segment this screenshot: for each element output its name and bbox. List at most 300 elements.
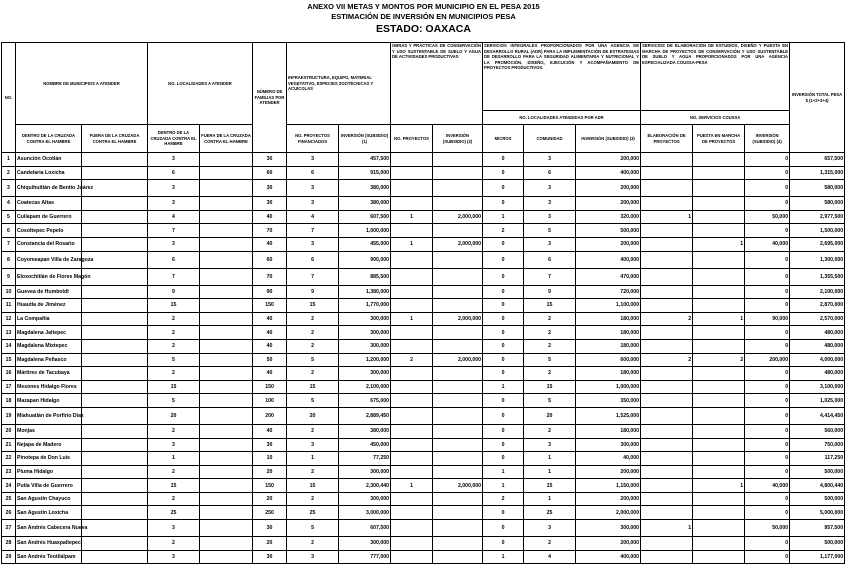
header-loc-fuera: FUERA DE LA CRUZADA CONTRA EL HAMBRE [200, 125, 253, 153]
cell-name: Asunción Ocotlán [16, 153, 82, 167]
cell-fam: 40 [253, 326, 287, 340]
cell-pm: 1 [693, 479, 745, 493]
cell-tot: 117,250 [790, 452, 845, 466]
cell-no: 17 [2, 380, 16, 394]
cell-name: San Andrés Teotilálpam [16, 550, 82, 564]
cell-i2 [433, 424, 483, 438]
cell-mic: 0 [483, 285, 524, 299]
cell-mic: 0 [483, 299, 524, 313]
cell-p2 [391, 438, 433, 452]
cell-name: Magdalena Mixtepec [16, 339, 82, 353]
cell-i3: 40,000 [576, 452, 641, 466]
cell-ep [641, 380, 693, 394]
cell-mic: 0 [483, 180, 524, 197]
header-micros: MICROS [483, 125, 524, 153]
cell-name: Mazapan Hidalgo [16, 394, 82, 408]
cell-fuera [200, 424, 253, 438]
cell-no: 23 [2, 465, 16, 479]
cell-ep [641, 268, 693, 285]
cell-p2 [391, 465, 433, 479]
cell-fuera [82, 452, 148, 466]
cell-com: 2 [524, 339, 576, 353]
cell-dentro: 2 [148, 424, 200, 438]
cell-fuera [200, 394, 253, 408]
cell-tot: 500,000 [790, 492, 845, 506]
cell-i3: 1,100,000 [576, 299, 641, 313]
cell-tot: 4,000,000 [790, 353, 845, 367]
cell-p1: 2 [287, 465, 339, 479]
cell-i3: 200,000 [576, 537, 641, 551]
cell-mic: 1 [483, 465, 524, 479]
cell-ep [641, 339, 693, 353]
cell-i4: 0 [745, 407, 790, 424]
cell-fuera [82, 299, 148, 313]
cell-ep [641, 479, 693, 493]
cell-p1: 15 [287, 380, 339, 394]
cell-i3: 180,000 [576, 339, 641, 353]
cell-fuera [200, 268, 253, 285]
table-row [2, 367, 845, 381]
cell-p1: 7 [287, 268, 339, 285]
cell-com: 15 [524, 299, 576, 313]
cell-dentro: 3 [148, 197, 200, 211]
cell-p1: 5 [287, 520, 339, 537]
cell-p2 [391, 520, 433, 537]
cell-dentro: 2 [148, 492, 200, 506]
cell-i1: 607,500 [339, 210, 391, 224]
cell-ep [641, 438, 693, 452]
cell-no: 12 [2, 312, 16, 326]
cell-tot: 1,500,000 [790, 224, 845, 238]
cell-p1: 9 [287, 285, 339, 299]
cell-fuera [82, 210, 148, 224]
header-familias: NÚMERO DE FAMILIAS POR ATENDER [253, 43, 287, 153]
cell-no: 4 [2, 197, 16, 211]
cell-i4: 0 [745, 550, 790, 564]
cell-p1: 2 [287, 537, 339, 551]
header-inversion-1: INVERSIÓN (SUBSIDIO) (1) [339, 125, 391, 153]
cell-i1: 1,000,000 [339, 224, 391, 238]
table-row [2, 197, 845, 211]
cell-dentro: 2 [148, 339, 200, 353]
cell-i2 [433, 537, 483, 551]
table-row [2, 537, 845, 551]
cell-i4: 0 [745, 339, 790, 353]
cell-i4: 0 [745, 251, 790, 268]
cell-fam: 30 [253, 197, 287, 211]
cell-pm [693, 506, 745, 520]
cell-com: 2 [524, 326, 576, 340]
cell-com: 2 [524, 312, 576, 326]
cell-pm [693, 520, 745, 537]
cell-i1: 300,000 [339, 326, 391, 340]
cell-fuera [82, 268, 148, 285]
cell-dentro: 1 [148, 452, 200, 466]
table-row [2, 299, 845, 313]
cell-p2 [391, 407, 433, 424]
cell-mic: 1 [483, 550, 524, 564]
cell-fuera [82, 166, 148, 180]
cell-ep: 2 [641, 353, 693, 367]
cell-i2: 2,000,000 [433, 210, 483, 224]
cell-i3: 500,000 [576, 224, 641, 238]
cell-i4: 0 [745, 197, 790, 211]
cell-pm [693, 197, 745, 211]
cell-i1: 450,000 [339, 438, 391, 452]
cell-fuera [82, 465, 148, 479]
cell-no: 1 [2, 153, 16, 167]
cell-dentro: 3 [148, 438, 200, 452]
cell-fam: 150 [253, 479, 287, 493]
cell-fuera [82, 285, 148, 299]
cell-i2 [433, 452, 483, 466]
cell-fuera [200, 407, 253, 424]
cell-ep [641, 224, 693, 238]
cell-i4: 0 [745, 424, 790, 438]
cell-dentro: 5 [148, 394, 200, 408]
header-comunidad: COMUNIDAD [524, 125, 576, 153]
cell-p2 [391, 268, 433, 285]
cell-i2 [433, 492, 483, 506]
table-row [2, 210, 845, 224]
cell-i4: 40,000 [745, 237, 790, 251]
cell-i2: 2,000,000 [433, 353, 483, 367]
cell-pm [693, 326, 745, 340]
cell-p2 [391, 285, 433, 299]
cell-pm [693, 224, 745, 238]
cell-i2 [433, 180, 483, 197]
cell-dentro: 7 [148, 224, 200, 238]
cell-dentro: 4 [148, 210, 200, 224]
cell-i3: 200,000 [576, 180, 641, 197]
header-no-proyectos: NO. PROYECTOS [391, 125, 433, 153]
cell-pm: 2 [693, 353, 745, 367]
cell-pm [693, 210, 745, 224]
cell-i2 [433, 166, 483, 180]
cell-no: 11 [2, 299, 16, 313]
cell-fam: 40 [253, 367, 287, 381]
table-row [2, 424, 845, 438]
cell-fuera [82, 550, 148, 564]
cell-com: 1 [524, 452, 576, 466]
cell-com: 3 [524, 153, 576, 167]
cell-p2 [391, 197, 433, 211]
cell-com: 15 [524, 479, 576, 493]
cell-i4: 50,000 [745, 210, 790, 224]
cell-tot: 1,300,000 [790, 251, 845, 268]
table-row [2, 180, 845, 197]
cell-i2 [433, 299, 483, 313]
cell-name: San Andrés Huaxpaltepec [16, 537, 82, 551]
cell-p2 [391, 537, 433, 551]
cell-pm [693, 452, 745, 466]
cell-com: 9 [524, 285, 576, 299]
cell-p2 [391, 506, 433, 520]
cell-p2 [391, 424, 433, 438]
cell-dentro: 2 [148, 326, 200, 340]
cell-tot: 1,315,000 [790, 166, 845, 180]
cell-pm [693, 407, 745, 424]
cell-ep: 1 [641, 210, 693, 224]
cell-i2 [433, 506, 483, 520]
cell-i3: 320,000 [576, 210, 641, 224]
cell-fuera [200, 197, 253, 211]
cell-no: 16 [2, 367, 16, 381]
cell-i2: 2,000,000 [433, 479, 483, 493]
cell-i1: 2,100,000 [339, 380, 391, 394]
cell-fuera [82, 312, 148, 326]
cell-i3: 1,150,000 [576, 479, 641, 493]
cell-tot: 3,100,000 [790, 380, 845, 394]
cell-ep [641, 394, 693, 408]
cell-i2 [433, 153, 483, 167]
cell-no: 26 [2, 506, 16, 520]
cell-p1: 6 [287, 251, 339, 268]
cell-name: La Compañía [16, 312, 82, 326]
cell-no: 13 [2, 326, 16, 340]
cell-p1: 15 [287, 479, 339, 493]
cell-fuera [82, 380, 148, 394]
table-row [2, 465, 845, 479]
cell-p2: 1 [391, 237, 433, 251]
table-row [2, 479, 845, 493]
cell-i2 [433, 285, 483, 299]
cell-i3: 180,000 [576, 367, 641, 381]
cell-p2 [391, 326, 433, 340]
cell-mic: 2 [483, 224, 524, 238]
cell-fam: 60 [253, 166, 287, 180]
cell-p2: 2 [391, 353, 433, 367]
cell-dentro: 7 [148, 268, 200, 285]
cell-dentro: 3 [148, 180, 200, 197]
cell-fam: 250 [253, 506, 287, 520]
cell-fam: 100 [253, 394, 287, 408]
header-localidades: NO. LOCALIDADES A ATENDER [148, 43, 253, 125]
cell-fuera [200, 479, 253, 493]
header-proyectos-financiados: NO. PROYECTOS FINANCIADOS [287, 125, 339, 153]
cell-fuera [82, 520, 148, 537]
cell-ep [641, 299, 693, 313]
cell-no: 24 [2, 479, 16, 493]
cell-no: 27 [2, 520, 16, 537]
cell-fuera [82, 153, 148, 167]
cell-p2 [391, 394, 433, 408]
table-row [2, 251, 845, 268]
cell-no: 6 [2, 224, 16, 238]
cell-p2 [391, 380, 433, 394]
cell-i3: 200,000 [576, 197, 641, 211]
report-subtitle: ESTIMACIÓN DE INVERSIÓN EN MUNICIPIOS PESA [331, 12, 516, 21]
cell-pm [693, 465, 745, 479]
cell-pm [693, 153, 745, 167]
header-elaboracion-proyectos: ELABORACIÓN DE PROYECTOS [641, 125, 693, 153]
header-puesta-marcha: PUESTA EN MARCHA DE PROYECTOS [693, 125, 745, 153]
cell-p2: 1 [391, 210, 433, 224]
cell-pm [693, 394, 745, 408]
table-row [2, 353, 845, 367]
cell-mic: 0 [483, 237, 524, 251]
cell-fuera [200, 465, 253, 479]
cell-mic: 0 [483, 520, 524, 537]
cell-p1: 4 [287, 210, 339, 224]
cell-mic: 0 [483, 326, 524, 340]
cell-dentro: 6 [148, 251, 200, 268]
cell-i3: 2,000,000 [576, 506, 641, 520]
table-row [2, 407, 845, 424]
cell-p2: 1 [391, 312, 433, 326]
cell-fam: 20 [253, 492, 287, 506]
cell-ep [641, 237, 693, 251]
cell-pm [693, 299, 745, 313]
cell-p2 [391, 339, 433, 353]
cell-mic: 0 [483, 251, 524, 268]
cell-p1: 2 [287, 424, 339, 438]
cell-tot: 957,500 [790, 520, 845, 537]
cell-i1: 675,000 [339, 394, 391, 408]
cell-fuera [200, 180, 253, 197]
cell-p1: 2 [287, 367, 339, 381]
cell-fuera [82, 407, 148, 424]
cell-com: 2 [524, 537, 576, 551]
cell-p1: 5 [287, 394, 339, 408]
cell-tot: 4,414,450 [790, 407, 845, 424]
cell-tot: 2,100,000 [790, 285, 845, 299]
cell-i2 [433, 380, 483, 394]
cell-no: 20 [2, 424, 16, 438]
cell-no: 8 [2, 251, 16, 268]
cell-i1: 1,770,000 [339, 299, 391, 313]
cell-com: 3 [524, 237, 576, 251]
cell-name: Pinotepa de Don Luis [16, 452, 82, 466]
cell-p1: 20 [287, 407, 339, 424]
cell-mic: 1 [483, 479, 524, 493]
cell-mic: 0 [483, 424, 524, 438]
cell-i3: 400,000 [576, 251, 641, 268]
cell-com: 3 [524, 438, 576, 452]
cell-dentro: 2 [148, 465, 200, 479]
cell-p1: 3 [287, 180, 339, 197]
header-obras: OBRAS Y PRÁCTICAS DE CONSERVACIÓN Y USO SUSTENTABLE DE SUELO Y AGUA DE ACTIVIDADES PRODUCTIVAS [391, 43, 483, 125]
cell-i2: 2,000,000 [433, 312, 483, 326]
cell-mic: 0 [483, 166, 524, 180]
cell-tot: 580,000 [790, 197, 845, 211]
cell-pm [693, 537, 745, 551]
cell-i1: 607,500 [339, 520, 391, 537]
cell-no: 7 [2, 237, 16, 251]
cell-tot: 750,000 [790, 438, 845, 452]
cell-i4: 0 [745, 537, 790, 551]
cell-fam: 10 [253, 452, 287, 466]
cell-mic: 0 [483, 438, 524, 452]
cell-pm [693, 492, 745, 506]
cell-tot: 1,177,000 [790, 550, 845, 564]
cell-i2 [433, 520, 483, 537]
cell-pm: 1 [693, 312, 745, 326]
cell-dentro: 20 [148, 407, 200, 424]
cell-no: 10 [2, 285, 16, 299]
cell-fam: 40 [253, 237, 287, 251]
cell-no: 15 [2, 353, 16, 367]
cell-mic: 0 [483, 367, 524, 381]
cell-i3: 200,000 [576, 237, 641, 251]
cell-mic: 0 [483, 312, 524, 326]
header-loc-dentro: DENTRO DE LA CRUZADA CONTRA EL HAMBRE [148, 125, 200, 153]
cell-i4: 0 [745, 268, 790, 285]
cell-i3: 1,525,000 [576, 407, 641, 424]
cell-pm [693, 268, 745, 285]
cell-i2 [433, 394, 483, 408]
cell-pm [693, 367, 745, 381]
cell-i1: 885,500 [339, 268, 391, 285]
cell-ep [641, 492, 693, 506]
table-row [2, 506, 845, 520]
cell-com: 7 [524, 268, 576, 285]
cell-fuera [82, 367, 148, 381]
cell-com: 3 [524, 197, 576, 211]
header-servicios: SERVICIOS INTEGRALES PROPORCIONADOS POR UNA AGENCIA DE DESARROLLO RURAL (ADR) PARA LA IMPLEMENTACIÓN DE ESTRATEGIAS DE DESARROLLO PARA LA SEGURIDAD ALIMENTARIA Y NUTRICIONAL Y LA PROMOCIÓN, DISEÑO, EJECUCIÓN Y ACOMPAÑAMIENTO DE PROYECTOS PRODUCTIVOS. [483, 43, 641, 111]
cell-ep [641, 424, 693, 438]
cell-i4: 50,000 [745, 520, 790, 537]
table-row [2, 452, 845, 466]
cell-i3: 200,000 [576, 492, 641, 506]
cell-p2 [391, 550, 433, 564]
cell-name: Eloxochitlán de Flores Magón [16, 268, 82, 285]
cell-name: Chiquihuitlán de Benito Juárez [16, 180, 82, 197]
cell-tot: 2,570,000 [790, 312, 845, 326]
cell-com: 1 [524, 492, 576, 506]
cell-fuera [200, 166, 253, 180]
table-row [2, 153, 845, 167]
cell-name: Coyomeapan Villa de Zaragoza [16, 251, 82, 268]
cell-i2 [433, 224, 483, 238]
cell-i3: 600,000 [576, 353, 641, 367]
cell-fam: 20 [253, 465, 287, 479]
cell-fuera [82, 424, 148, 438]
cell-i2 [433, 550, 483, 564]
cell-mic: 0 [483, 197, 524, 211]
cell-p1: 7 [287, 224, 339, 238]
cell-fuera [82, 394, 148, 408]
cell-p2 [391, 153, 433, 167]
cell-p1: 6 [287, 166, 339, 180]
cell-i4: 40,000 [745, 479, 790, 493]
cell-no: 25 [2, 492, 16, 506]
cell-i4: 0 [745, 394, 790, 408]
cell-i3: 200,000 [576, 465, 641, 479]
table-row [2, 438, 845, 452]
cell-i4: 90,000 [745, 312, 790, 326]
cell-ep [641, 367, 693, 381]
cell-com: 5 [524, 353, 576, 367]
cell-fuera [200, 367, 253, 381]
cell-fuera [200, 537, 253, 551]
table-row [2, 268, 845, 285]
header-municipios: NOMBRE DE MUNICIPIOS A ATENDER [16, 43, 148, 125]
cell-fuera [200, 550, 253, 564]
cell-name: San Agustín Chayuco [16, 492, 82, 506]
cell-com: 20 [524, 407, 576, 424]
cell-tot: 480,000 [790, 326, 845, 340]
cell-fuera [200, 299, 253, 313]
cell-fuera [200, 438, 253, 452]
cell-com: 3 [524, 180, 576, 197]
cell-i3: 300,000 [576, 438, 641, 452]
cell-i1: 77,250 [339, 452, 391, 466]
cell-com: 15 [524, 380, 576, 394]
cell-p1: 3 [287, 197, 339, 211]
cell-i4: 0 [745, 492, 790, 506]
cell-i1: 777,000 [339, 550, 391, 564]
